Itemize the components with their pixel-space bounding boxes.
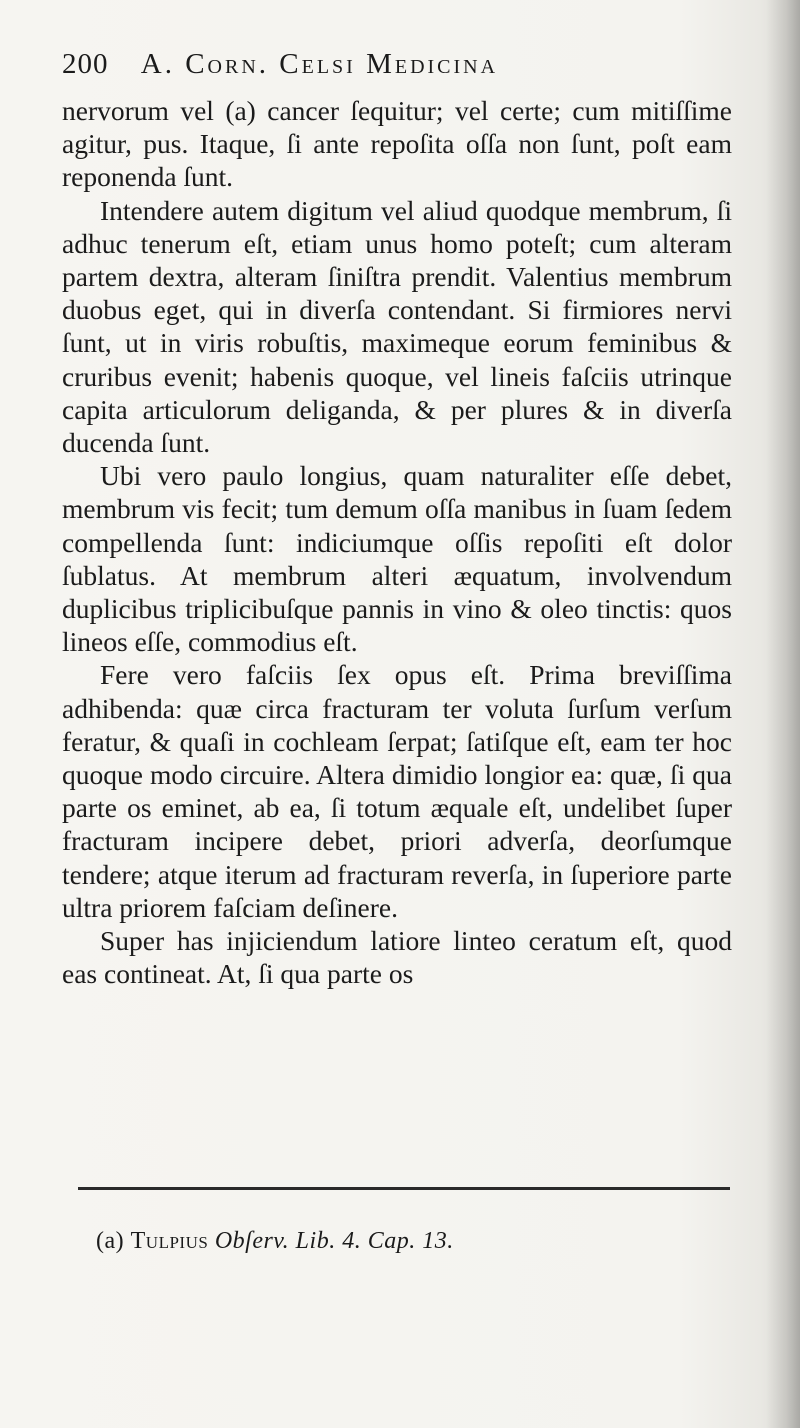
footnote-citation: Obſerv. Lib. 4. Cap. 13. <box>214 1228 454 1254</box>
paragraph: Intendere autem digitum vel aliud quodque membrum, ſi adhuc tenerum eſt, etiam unus homo poteſt; cum alteram partem dextra, alteram ſiniſtra prendit. Valentius membrum duobus eget, qui in diverſa contendant. Si firmiores nervi ſunt, ut in viris robuſtis, maximeque eorum feminibus & cruribus evenit; habenis quoque, vel lineis faſciis utrinque capita articulorum deliganda, & per plures & in diverſa ducenda ſunt. <box>62 194 732 459</box>
paragraph: Super has injiciendum latiore linteo ceratum eſt, quod eas contineat. At, ſi qua parte os <box>62 925 732 990</box>
body-text <box>62 94 732 990</box>
footnote <box>96 1228 454 1255</box>
paragraph: Fere vero faſciis ſex opus eſt. Prima breviſſima adhibenda: quæ circa fracturam ter voluta ſurſum verſum feratur, & quaſi in cochleam ſerpat; ſatiſque eſt, eam ter hoc quoque modo circuire. Altera dimidio longior ea: quæ, ſi qua parte os eminet, ab ea, ſi totum æquale eſt, undelibet ſuper fracturam incipere debet, priori adverſa, deorſumque tendere; atque iterum ad fracturam reverſa, in ſuperiore parte ultra priorem faſciam deſinere. <box>62 659 732 923</box>
running-title: A. Corn. Celsi Medicina <box>140 48 499 80</box>
page-header <box>62 48 742 81</box>
footnote-marker: (a) <box>96 1228 125 1254</box>
footnote-author: Tulpius <box>130 1228 209 1254</box>
paragraph: Ubi vero paulo longius, quam naturaliter eſſe debet, membrum vis fecit; tum demum oſſa manibus in ſuam ſedem compellenda ſunt: indiciumque oſſis repoſiti eſt dolor ſublatus. At membrum alteri æquatum, involvendum duplicibus triplicibuſque pannis in vino & oleo tinctis: quos lineos eſſe, commodius eſt. <box>62 460 732 658</box>
footnote-divider <box>78 1187 730 1190</box>
page-number: 200 <box>62 48 109 80</box>
paragraph-continuation: nervorum vel (a) cancer ſequitur; vel certe; cum mitiſſime agitur, pus. Itaque, ſi ante repoſita oſſa non ſunt, poſt eam reponenda ſunt. <box>62 95 732 193</box>
